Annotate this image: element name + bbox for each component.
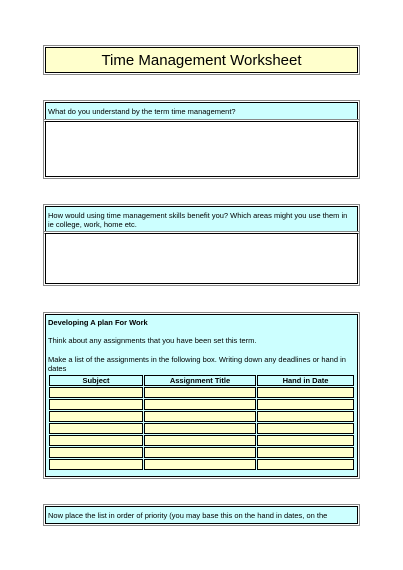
column-header-assignment-title: Assignment Title xyxy=(144,375,256,386)
assignment-title-cell[interactable] xyxy=(144,423,256,434)
assignment-title-cell[interactable] xyxy=(144,435,256,446)
assignment-title-cell[interactable] xyxy=(144,399,256,410)
hand-in-date-cell[interactable] xyxy=(257,435,354,446)
column-header-subject: Subject xyxy=(49,375,143,386)
plan-instruction-2: Make a list of the assignments in the following box. Writing down any deadlines or hand in dates xyxy=(48,355,346,373)
subject-cell[interactable] xyxy=(49,423,143,434)
table-row xyxy=(49,435,354,446)
question-1-prompt: What do you understand by the term time management? xyxy=(45,102,358,120)
subject-cell[interactable] xyxy=(49,411,143,422)
hand-in-date-cell[interactable] xyxy=(257,423,354,434)
subject-cell[interactable] xyxy=(49,387,143,398)
worksheet-title: Time Management Worksheet xyxy=(45,47,358,73)
assignment-title-cell[interactable] xyxy=(144,387,256,398)
hand-in-date-cell[interactable] xyxy=(257,459,354,470)
table-row xyxy=(49,423,354,434)
question-2-answer-box[interactable] xyxy=(45,233,358,284)
plan-section xyxy=(45,314,358,477)
plan-heading: Developing A plan For Work xyxy=(48,318,148,327)
table-row xyxy=(49,447,354,458)
subject-cell[interactable] xyxy=(49,459,143,470)
table-row xyxy=(49,399,354,410)
assignment-title-cell[interactable] xyxy=(144,411,256,422)
table-row xyxy=(49,459,354,470)
subject-cell[interactable] xyxy=(49,447,143,458)
subject-cell[interactable] xyxy=(49,435,143,446)
table-row xyxy=(49,387,354,398)
assignment-title-cell[interactable] xyxy=(144,447,256,458)
hand-in-date-cell[interactable] xyxy=(257,447,354,458)
plan-instruction-1: Think about any assignments that you have been set this term. xyxy=(48,336,257,345)
hand-in-date-cell[interactable] xyxy=(257,411,354,422)
subject-cell[interactable] xyxy=(49,399,143,410)
assignments-table xyxy=(48,374,355,471)
hand-in-date-cell[interactable] xyxy=(257,387,354,398)
table-header-row xyxy=(49,375,354,386)
column-header-hand-in-date: Hand in Date xyxy=(257,375,354,386)
hand-in-date-cell[interactable] xyxy=(257,399,354,410)
question-3-prompt: Now place the list in order of priority (you may base this on the hand in dates, on the xyxy=(45,506,358,524)
table-row xyxy=(49,411,354,422)
question-1-answer-box[interactable] xyxy=(45,121,358,177)
question-2-prompt: How would using time management skills benefit you? Which areas might you use them in ie college, work, home etc. xyxy=(45,206,358,232)
assignment-title-cell[interactable] xyxy=(144,459,256,470)
